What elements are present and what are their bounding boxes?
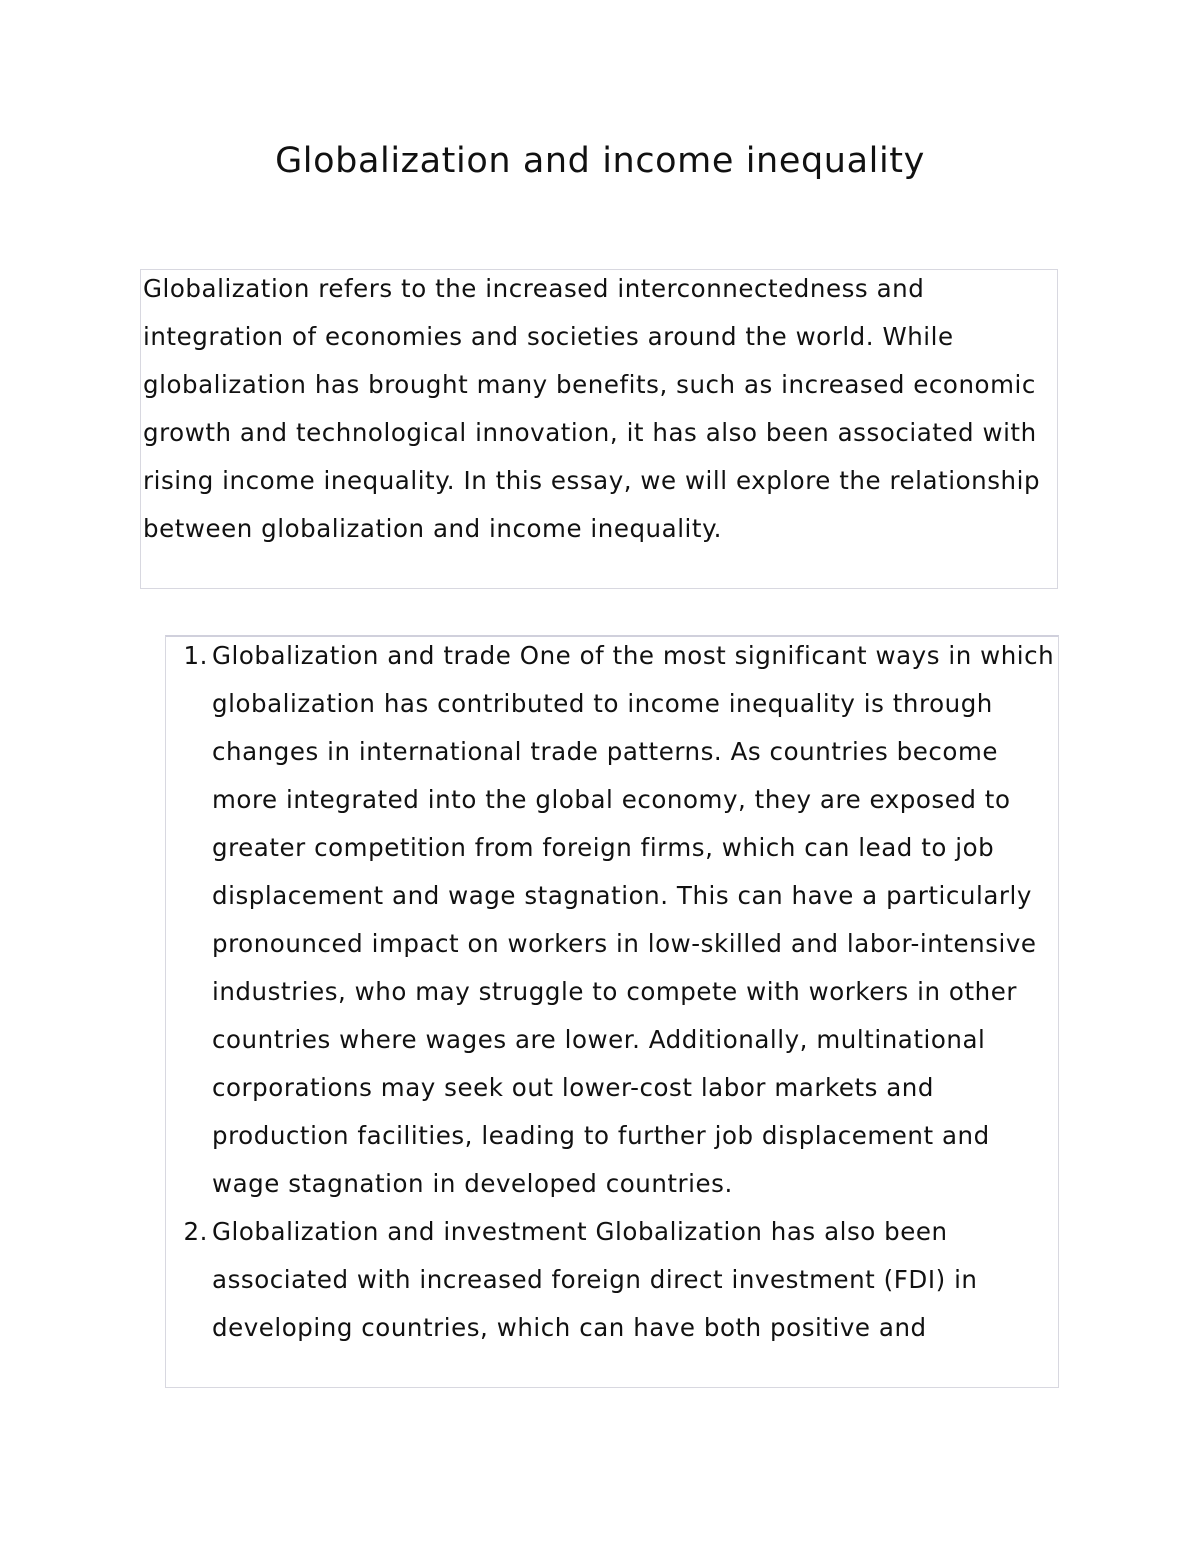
list-item-number: 2.	[183, 1217, 208, 1246]
list-item	[166, 1208, 1058, 1352]
document-title: Globalization and income inequality	[275, 141, 925, 181]
list-item	[166, 635, 1058, 1208]
list-item-number: 1.	[183, 641, 208, 670]
list-item-text: Globalization and trade One of the most significant ways in which globalization has contributed to income inequality is through changes in international trade patterns. As countries become more integrated into the global economy, they are exposed to greater competition from foreign firms, which can lead to job displacement and wage stagnation. This can have a particularly pronounced impact on workers in low-skilled and labor-intensive industries, who may struggle to compete with workers in other countries where wages are lower. Additionally, multinational corporations may seek out lower-cost labor markets and production facilities, leading to further job displacement and wage stagnation in developed countries.	[212, 641, 1055, 1198]
list-item-text: Globalization and investment Globalization has also been associated with increased foreign direct investment (FDI) in developing countries, which can have both positive and	[212, 1217, 978, 1342]
sections-list	[166, 635, 1058, 1352]
sections-list-box	[165, 635, 1059, 1388]
intro-paragraph-box	[140, 269, 1058, 589]
intro-paragraph: Globalization refers to the increased interconnectedness and integration of economies and societies around the world. While globalization has brought many benefits, such as increased economic growth and technological innovation, it has also been associated with rising income inequality. In this essay, we will explore the relationship between globalization and income inequality.	[143, 274, 1041, 543]
